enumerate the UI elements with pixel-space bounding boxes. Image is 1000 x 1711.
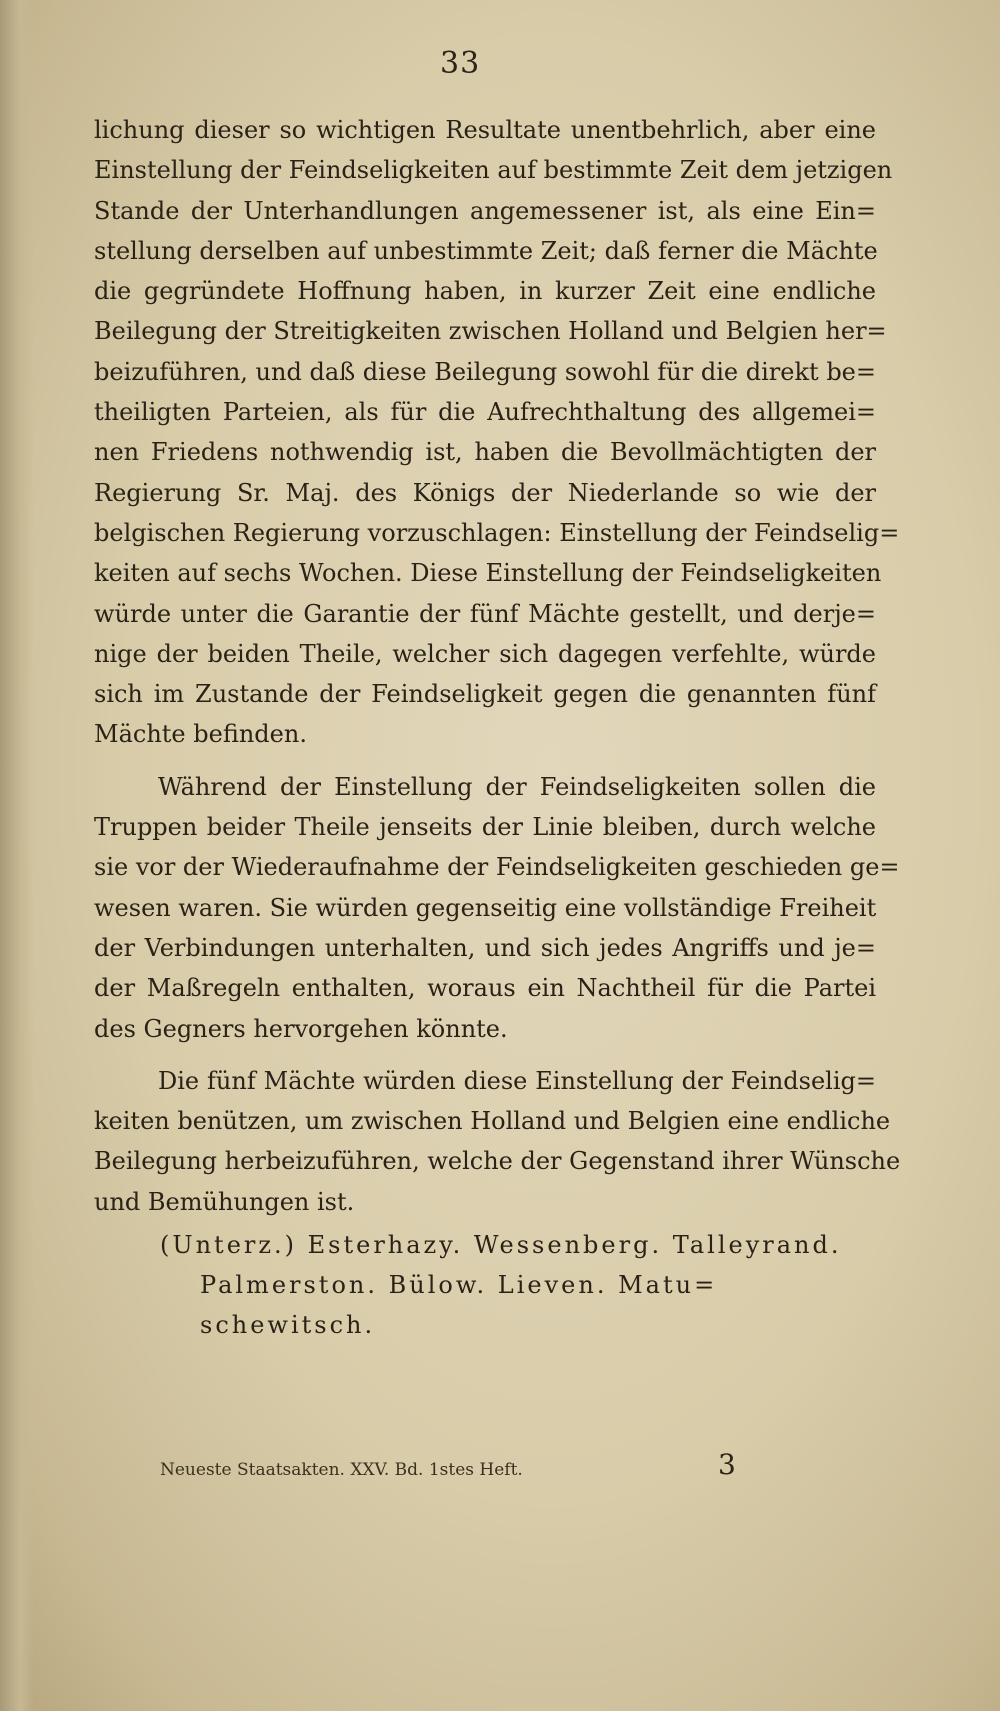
signature-mark: Neueste Staatsakten. XXV. Bd. 1stes Heft. [160,1460,523,1480]
text-line: wesen waren. Sie würden gegenseitig eine vollständige Freiheit [94,893,877,922]
sheet-number: 3 [718,1448,736,1481]
signature-line: (Unterz.) Esterhazy. Wessenberg. Talleyrand. [160,1231,842,1259]
text-line: sich im Zustande der Feindseligkeit gegen die genannten fünf [94,680,876,709]
text-line: belgischen Regierung vorzuschlagen: Einstellung der Feindselig= [94,518,900,547]
text-line: nige der beiden Theile, welcher sich dagegen verfehlte, würde [94,639,876,668]
page-gutter-shadow [0,0,34,1711]
signature-line: Palmerston. Bülow. Lieven. Matu= [200,1271,718,1299]
text-line: würde unter die Garantie der fünf Mächte gestellt, und derje= [94,599,876,628]
text-line: sie vor der Wiederaufnahme der Feindseligkeiten geschieden ge= [94,853,900,882]
page-number: 33 [440,46,481,81]
text-line: Regierung Sr. Maj. des Königs der Niederlande so wie der [94,478,876,507]
signature-block [160,1225,880,1345]
text-line: Die fünf Mächte würden diese Einstellung der Feindselig= [158,1066,876,1095]
text-line: keiten auf sechs Wochen. Diese Einstellung der Feindseligkeiten [94,559,882,588]
text-line: theiligten Parteien, als für die Aufrechthaltung des allgemei= [94,398,876,427]
paragraph-gap [94,755,876,767]
text-line: der Verbindungen unterhalten, und sich jedes Angriffs und je= [94,933,876,962]
body-text [94,110,901,1222]
text-line: der Maßregeln enthalten, woraus ein Nachtheil für die Partei [94,974,876,1003]
text-line: Truppen beider Theile jenseits der Linie bleiben, durch welche [94,813,876,842]
text-line: die gegründete Hoffnung haben, in kurzer Zeit eine endliche [94,277,876,306]
text-line: Während der Einstellung der Feindseligkeiten sollen die [158,772,876,801]
text-line: beizuführen, und daß diese Beilegung sowohl für die direkt be= [94,357,876,386]
text-line: Mächte befinden. [94,720,307,749]
text-line: stellung derselben auf unbestimmte Zeit; daß ferner die Mächte [94,236,878,265]
text-line: des Gegners hervorgehen könnte. [94,1014,508,1043]
signature-line: schewitsch. [200,1311,376,1339]
text-line: und Bemühungen ist. [94,1187,355,1216]
text-line: nen Friedens nothwendig ist, haben die Bevollmächtigten der [94,438,876,467]
text-line: lichung dieser so wichtigen Resultate unentbehrlich, aber eine [94,116,876,144]
text-line: Einstellung der Feindseligkeiten auf bestimmte Zeit dem jetzigen [94,156,893,185]
paragraph-gap [94,1049,876,1061]
text-line: keiten benützen, um zwischen Holland und Belgien eine endliche [94,1107,891,1136]
text-line: Beilegung der Streitigkeiten zwischen Holland und Belgien her= [94,317,887,346]
text-line: Beilegung herbeizuführen, welche der Gegenstand ihrer Wünsche [94,1147,901,1176]
text-line: Stande der Unterhandlungen angemessener ist, als eine Ein= [94,196,876,225]
